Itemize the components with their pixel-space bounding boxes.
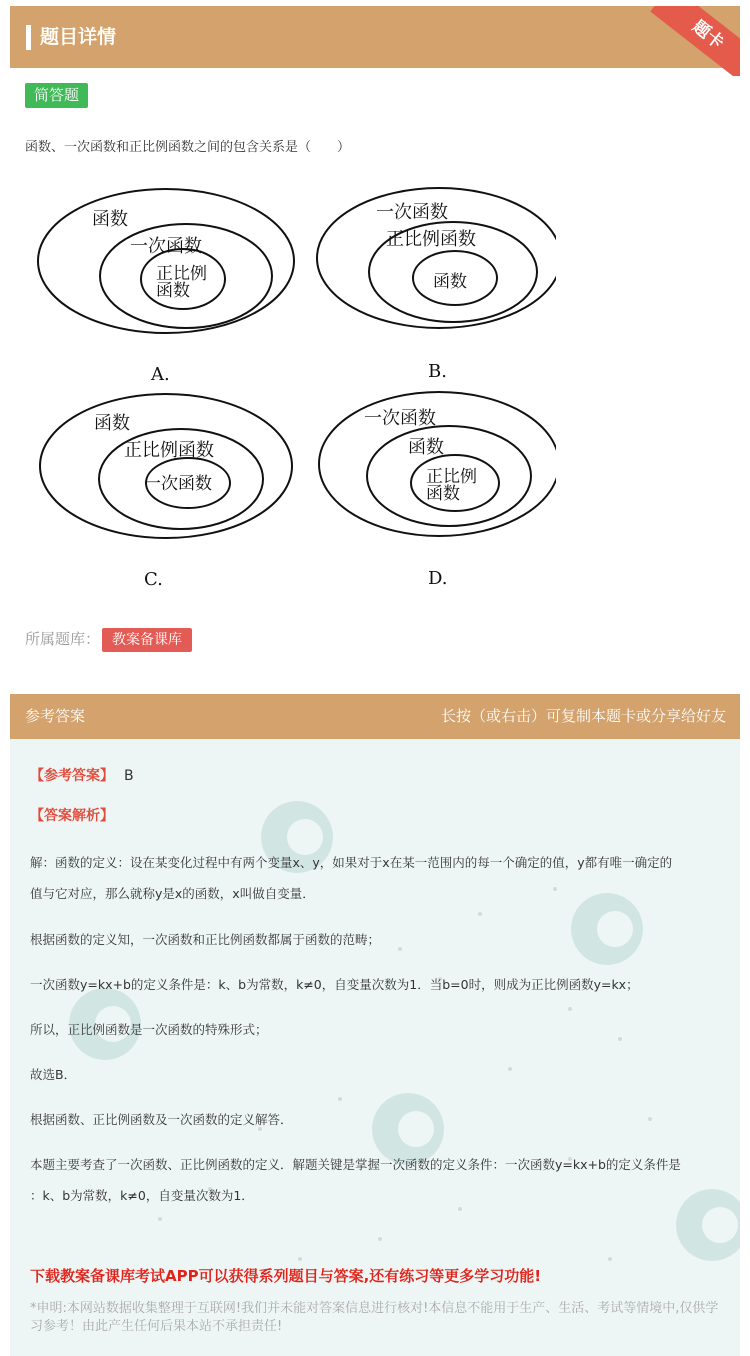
option-b-diagram bbox=[317, 188, 556, 382]
option-d-outer-label: 一次函数 bbox=[364, 408, 436, 429]
source-label: 所属题库： bbox=[25, 630, 101, 648]
option-b-inner-label-1: 函数 bbox=[433, 272, 467, 292]
option-d-inner-label-1: 正比例 bbox=[426, 467, 477, 487]
option-d-letter: D. bbox=[428, 568, 448, 589]
option-a-inner-label-1: 正比例 bbox=[156, 264, 207, 284]
explanation-line: 一次函数y=kx+b的定义条件是：k、b为常数，k≠0，自变量次数为1．当b=0时，则成为正比例函数y=kx； bbox=[30, 977, 639, 992]
option-c-outer-ellipse bbox=[40, 394, 292, 538]
option-a-outer-label: 函数 bbox=[92, 209, 128, 230]
option-a-inner-label-2: 函数 bbox=[156, 281, 190, 301]
explanation-line: 所以，正比例函数是一次函数的特殊形式； bbox=[30, 1022, 268, 1037]
option-diagrams bbox=[36, 186, 556, 596]
reference-answer-value: B bbox=[124, 768, 134, 784]
option-b-outer-label: 一次函数 bbox=[376, 202, 448, 223]
explanation-line: ：k、b为常数，k≠0，自变量次数为1． bbox=[30, 1188, 254, 1203]
analysis-label: 【答案解析】 bbox=[30, 808, 114, 824]
download-app-promo[interactable]: 下载教案备课库考试APP可以获得系列题目与答案,还有练习等更多学习功能! bbox=[30, 1267, 542, 1285]
disclaimer-text: *申明:本网站数据收集整理于互联网!我们并未能对答案信息进行核对!本信息不能用于生产、生活、考试等情境中,仅供学习参考！由此产生任何后果本站不承担责任! bbox=[30, 1301, 719, 1334]
option-c-inner-label-1: 一次函数 bbox=[144, 474, 212, 494]
explanation-line: 解：函数的定义：设在某变化过程中有两个变量x、y，如果对于x在某一范围内的每一个确定的值，y都有唯一确定的 bbox=[30, 855, 673, 870]
question-type-badge: 简答题 bbox=[25, 83, 88, 108]
option-d-diagram bbox=[319, 392, 556, 589]
answer-header-title: 参考答案 bbox=[25, 707, 86, 725]
explanation-line: 值与它对应，那么就称y是x的函数，x叫做自变量． bbox=[30, 886, 315, 901]
question-card bbox=[10, 6, 740, 678]
explanation-line: 本题主要考查了一次函数、正比例函数的定义．解题关键是掌握一次函数的定义条件：一次函数y=kx+b的定义条件是 bbox=[30, 1157, 681, 1172]
option-d-middle-label: 函数 bbox=[408, 437, 444, 458]
source-row bbox=[25, 626, 192, 652]
option-a-outer-ellipse bbox=[38, 189, 294, 333]
explanation-line: 根据函数、正比例函数及一次函数的定义解答． bbox=[30, 1112, 293, 1127]
reference-answer bbox=[30, 766, 134, 786]
header-accent-bar bbox=[26, 25, 31, 50]
explanation-line: 故选B． bbox=[30, 1067, 77, 1082]
option-a-letter: A. bbox=[151, 364, 170, 385]
option-a-diagram bbox=[38, 189, 294, 385]
option-c-outer-label: 函数 bbox=[94, 413, 130, 434]
watermark-pattern bbox=[10, 739, 740, 1356]
corner-ribbon bbox=[650, 6, 740, 76]
option-b-letter: B. bbox=[428, 361, 447, 382]
source-tag-button[interactable]: 教案备课库 bbox=[102, 628, 192, 652]
option-b-middle-label: 正比例函数 bbox=[386, 229, 476, 250]
option-d-inner-label-2: 函数 bbox=[426, 484, 460, 504]
option-d-outer-ellipse bbox=[319, 392, 556, 536]
option-a-middle-label: 一次函数 bbox=[130, 236, 202, 257]
option-c-middle-label: 正比例函数 bbox=[124, 440, 214, 461]
explanation-line: 根据函数的定义知，一次函数和正比例函数都属于函数的范畴； bbox=[30, 932, 381, 947]
reference-answer-label: 【参考答案】 bbox=[30, 768, 114, 784]
card-header bbox=[10, 6, 740, 68]
question-text: 函数、一次函数和正比例函数之间的包含关系是（ ） bbox=[25, 140, 351, 155]
option-c-diagram bbox=[40, 394, 292, 590]
option-c-letter: C. bbox=[144, 569, 163, 590]
answer-header bbox=[10, 694, 740, 739]
page-title: 题目详情 bbox=[40, 26, 117, 48]
copy-share-hint: 长按（或右击）可复制本题卡或分享给好友 bbox=[440, 707, 726, 725]
ribbon-label: 题卡 bbox=[650, 6, 740, 76]
answer-card bbox=[10, 694, 740, 1356]
